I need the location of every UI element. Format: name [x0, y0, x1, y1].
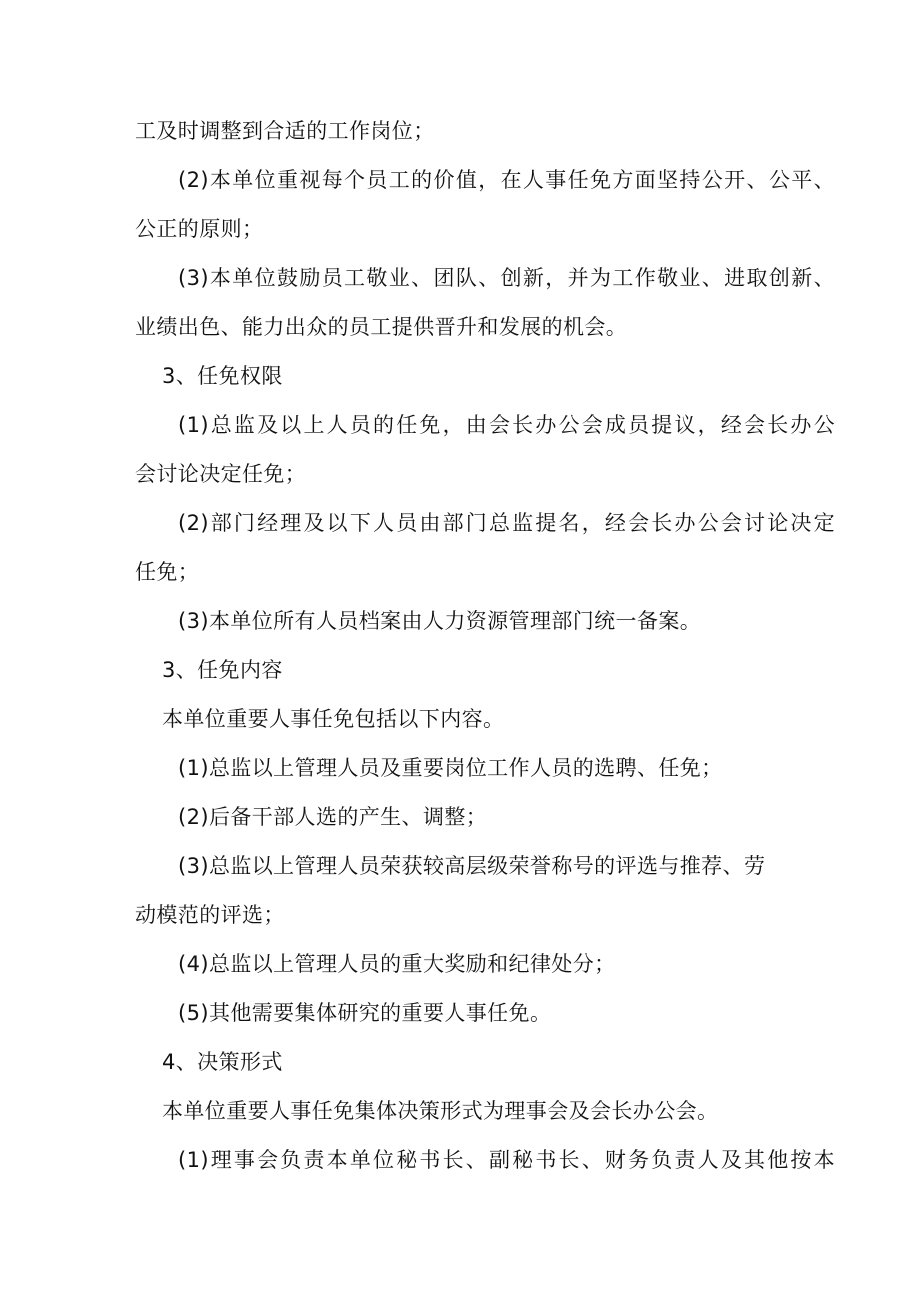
paragraph-line: 本单位重要人事任免集体决策形式为理事会及会长办公会。 — [162, 1099, 719, 1123]
paragraph-line: (4)总监以上管理人员的重大奖励和纪律处分； — [178, 952, 616, 976]
paragraph-line: (1)理事会负责本单位秘书长、副秘书长、财务负责人及其他按本 — [178, 1148, 835, 1172]
paragraph-line: (3)总监以上管理人员荣获较高层级荣誉称号的评选与推荐、劳 — [178, 854, 766, 878]
paragraph-line: 动模范的评选； — [135, 903, 285, 927]
paragraph-line: 本单位重要人事任免包括以下内容。 — [162, 707, 505, 731]
paragraph-line: 公正的原则； — [135, 217, 264, 241]
paragraph-line: (1)总监及以上人员的任免，由会长办公会成员提议，经会长办公 — [178, 413, 835, 437]
paragraph-line: (2)部门经理及以下人员由部门总监提名，经会长办公会讨论决定 — [178, 511, 835, 535]
paragraph-line: (2)本单位重视每个员工的价值，在人事任免方面坚持公开、公平、 — [178, 168, 835, 192]
paragraph-line: (3)本单位所有人员档案由人力资源管理部门统一备案。 — [178, 609, 702, 633]
paragraph-line: 业绩出色、能力出众的员工提供晋升和发展的机会。 — [135, 315, 628, 339]
section-heading: 3、任免权限 — [162, 364, 283, 388]
paragraph-line: (1)总监以上管理人员及重要岗位工作人员的选聘、任免； — [178, 756, 723, 780]
paragraph-line: (2)后备干部人选的产生、调整； — [178, 805, 488, 829]
paragraph-line: (5)其他需要集体研究的重要人事任免。 — [178, 1001, 552, 1025]
section-heading: 4、决策形式 — [162, 1050, 283, 1074]
section-heading: 3、任免内容 — [162, 658, 283, 682]
paragraph-line: 会讨论决定任免； — [135, 462, 307, 486]
paragraph-line: 工及时调整到合适的工作岗位； — [135, 119, 435, 143]
paragraph-line: (3)本单位鼓励员工敬业、团队、创新，并为工作敬业、进取创新、 — [178, 266, 835, 290]
paragraph-line: 任免； — [135, 560, 200, 584]
